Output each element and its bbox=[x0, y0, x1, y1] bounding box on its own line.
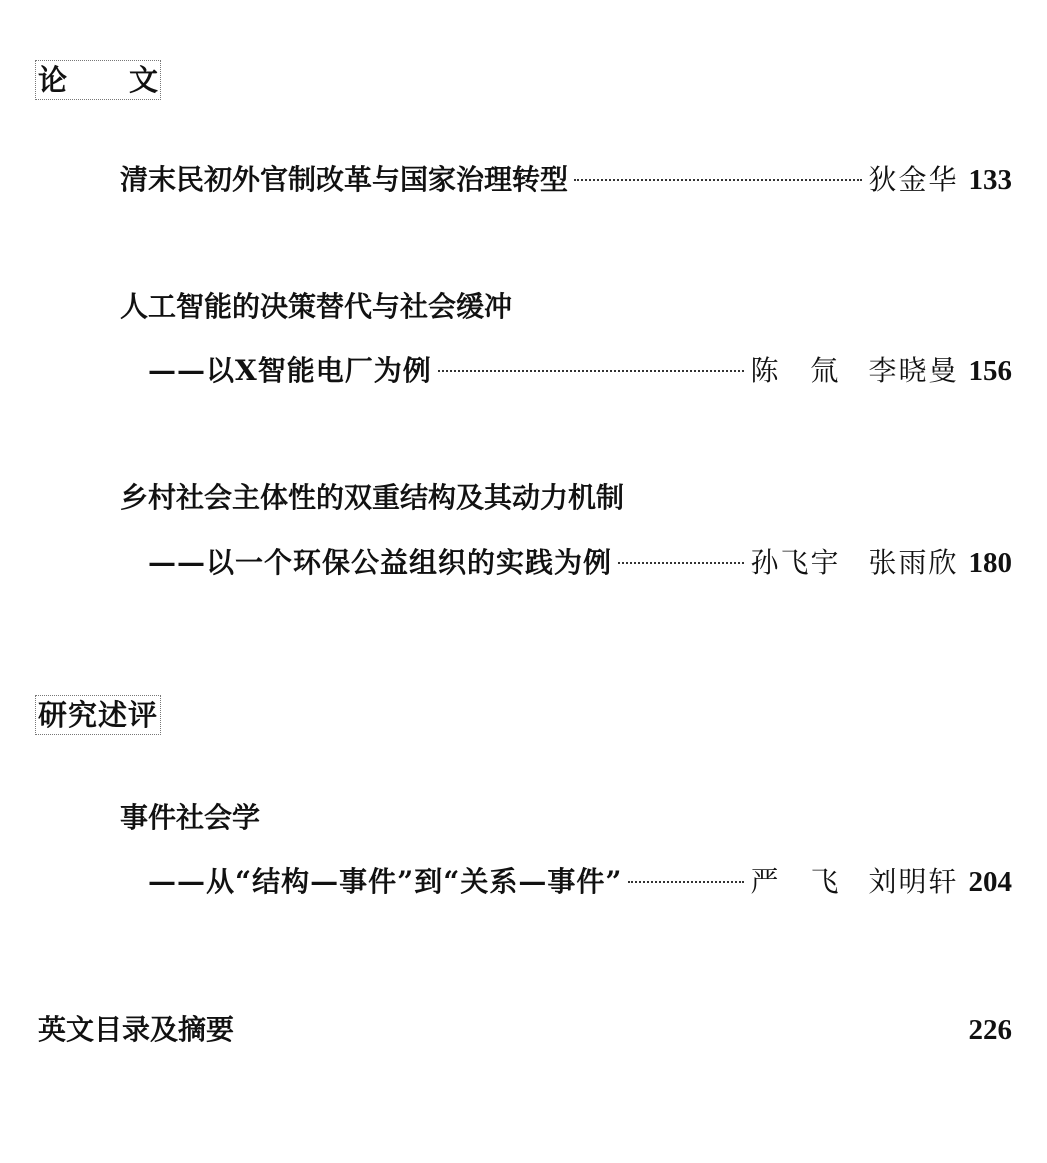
entry-3-leader bbox=[618, 562, 744, 564]
entry-2-authors bbox=[750, 353, 958, 389]
toc-entry-1[interactable] bbox=[120, 162, 1012, 198]
section-label-research-review: 研究述评 bbox=[35, 695, 161, 735]
entry-2-author-2: 李晓曼 bbox=[868, 354, 959, 387]
entry-2-page[interactable]: 156 bbox=[968, 355, 1012, 387]
english-toc-entry[interactable] bbox=[38, 1012, 1012, 1048]
entry-3-page[interactable]: 180 bbox=[968, 547, 1012, 579]
entry-1-title[interactable]: 清末民初外官制改革与国家治理转型 bbox=[120, 163, 569, 196]
section-label-char-2: 文 bbox=[129, 63, 159, 97]
entry-4-page[interactable]: 204 bbox=[968, 866, 1012, 898]
english-toc-label[interactable]: 英文目录及摘要 bbox=[38, 1013, 235, 1046]
entry-1-leader bbox=[574, 179, 862, 181]
entry-1-page[interactable]: 133 bbox=[968, 164, 1012, 196]
entry-2-author-1: 陈 氚 bbox=[750, 354, 841, 387]
toc-entry-4[interactable] bbox=[148, 864, 1012, 900]
english-toc-page[interactable]: 226 bbox=[968, 1014, 1012, 1046]
entry-4-author-2: 刘明轩 bbox=[868, 865, 959, 898]
entry-2-title[interactable]: 人工智能的决策替代与社会缓冲 bbox=[120, 290, 513, 323]
toc-entry-3[interactable] bbox=[148, 545, 1012, 581]
entry-2-leader bbox=[438, 370, 745, 372]
entry-1-author: 狄金华 bbox=[868, 163, 959, 196]
section-label-papers bbox=[35, 60, 161, 100]
entry-4-authors bbox=[750, 864, 958, 900]
entry-3-subtitle[interactable]: ——以一个环保公益组织的实践为例 bbox=[148, 546, 613, 579]
entry-3-title[interactable]: 乡村社会主体性的双重结构及其动力机制 bbox=[120, 481, 625, 514]
entry-3-author-1: 孙飞宇 bbox=[750, 546, 841, 579]
entry-3-author-2: 张雨欣 bbox=[868, 546, 959, 579]
entry-4-subtitle[interactable]: ——从“结构—事件”到“关系—事件” bbox=[148, 865, 623, 898]
entry-2-subtitle[interactable]: ——以X智能电厂为例 bbox=[148, 354, 432, 387]
section-label-char-1: 论 bbox=[38, 63, 68, 97]
entry-4-leader bbox=[628, 881, 744, 883]
entry-4-author-1: 严 飞 bbox=[750, 865, 841, 898]
entry-3-authors bbox=[750, 545, 958, 581]
toc-entry-2[interactable] bbox=[148, 353, 1012, 389]
entry-4-title[interactable]: 事件社会学 bbox=[120, 801, 261, 834]
